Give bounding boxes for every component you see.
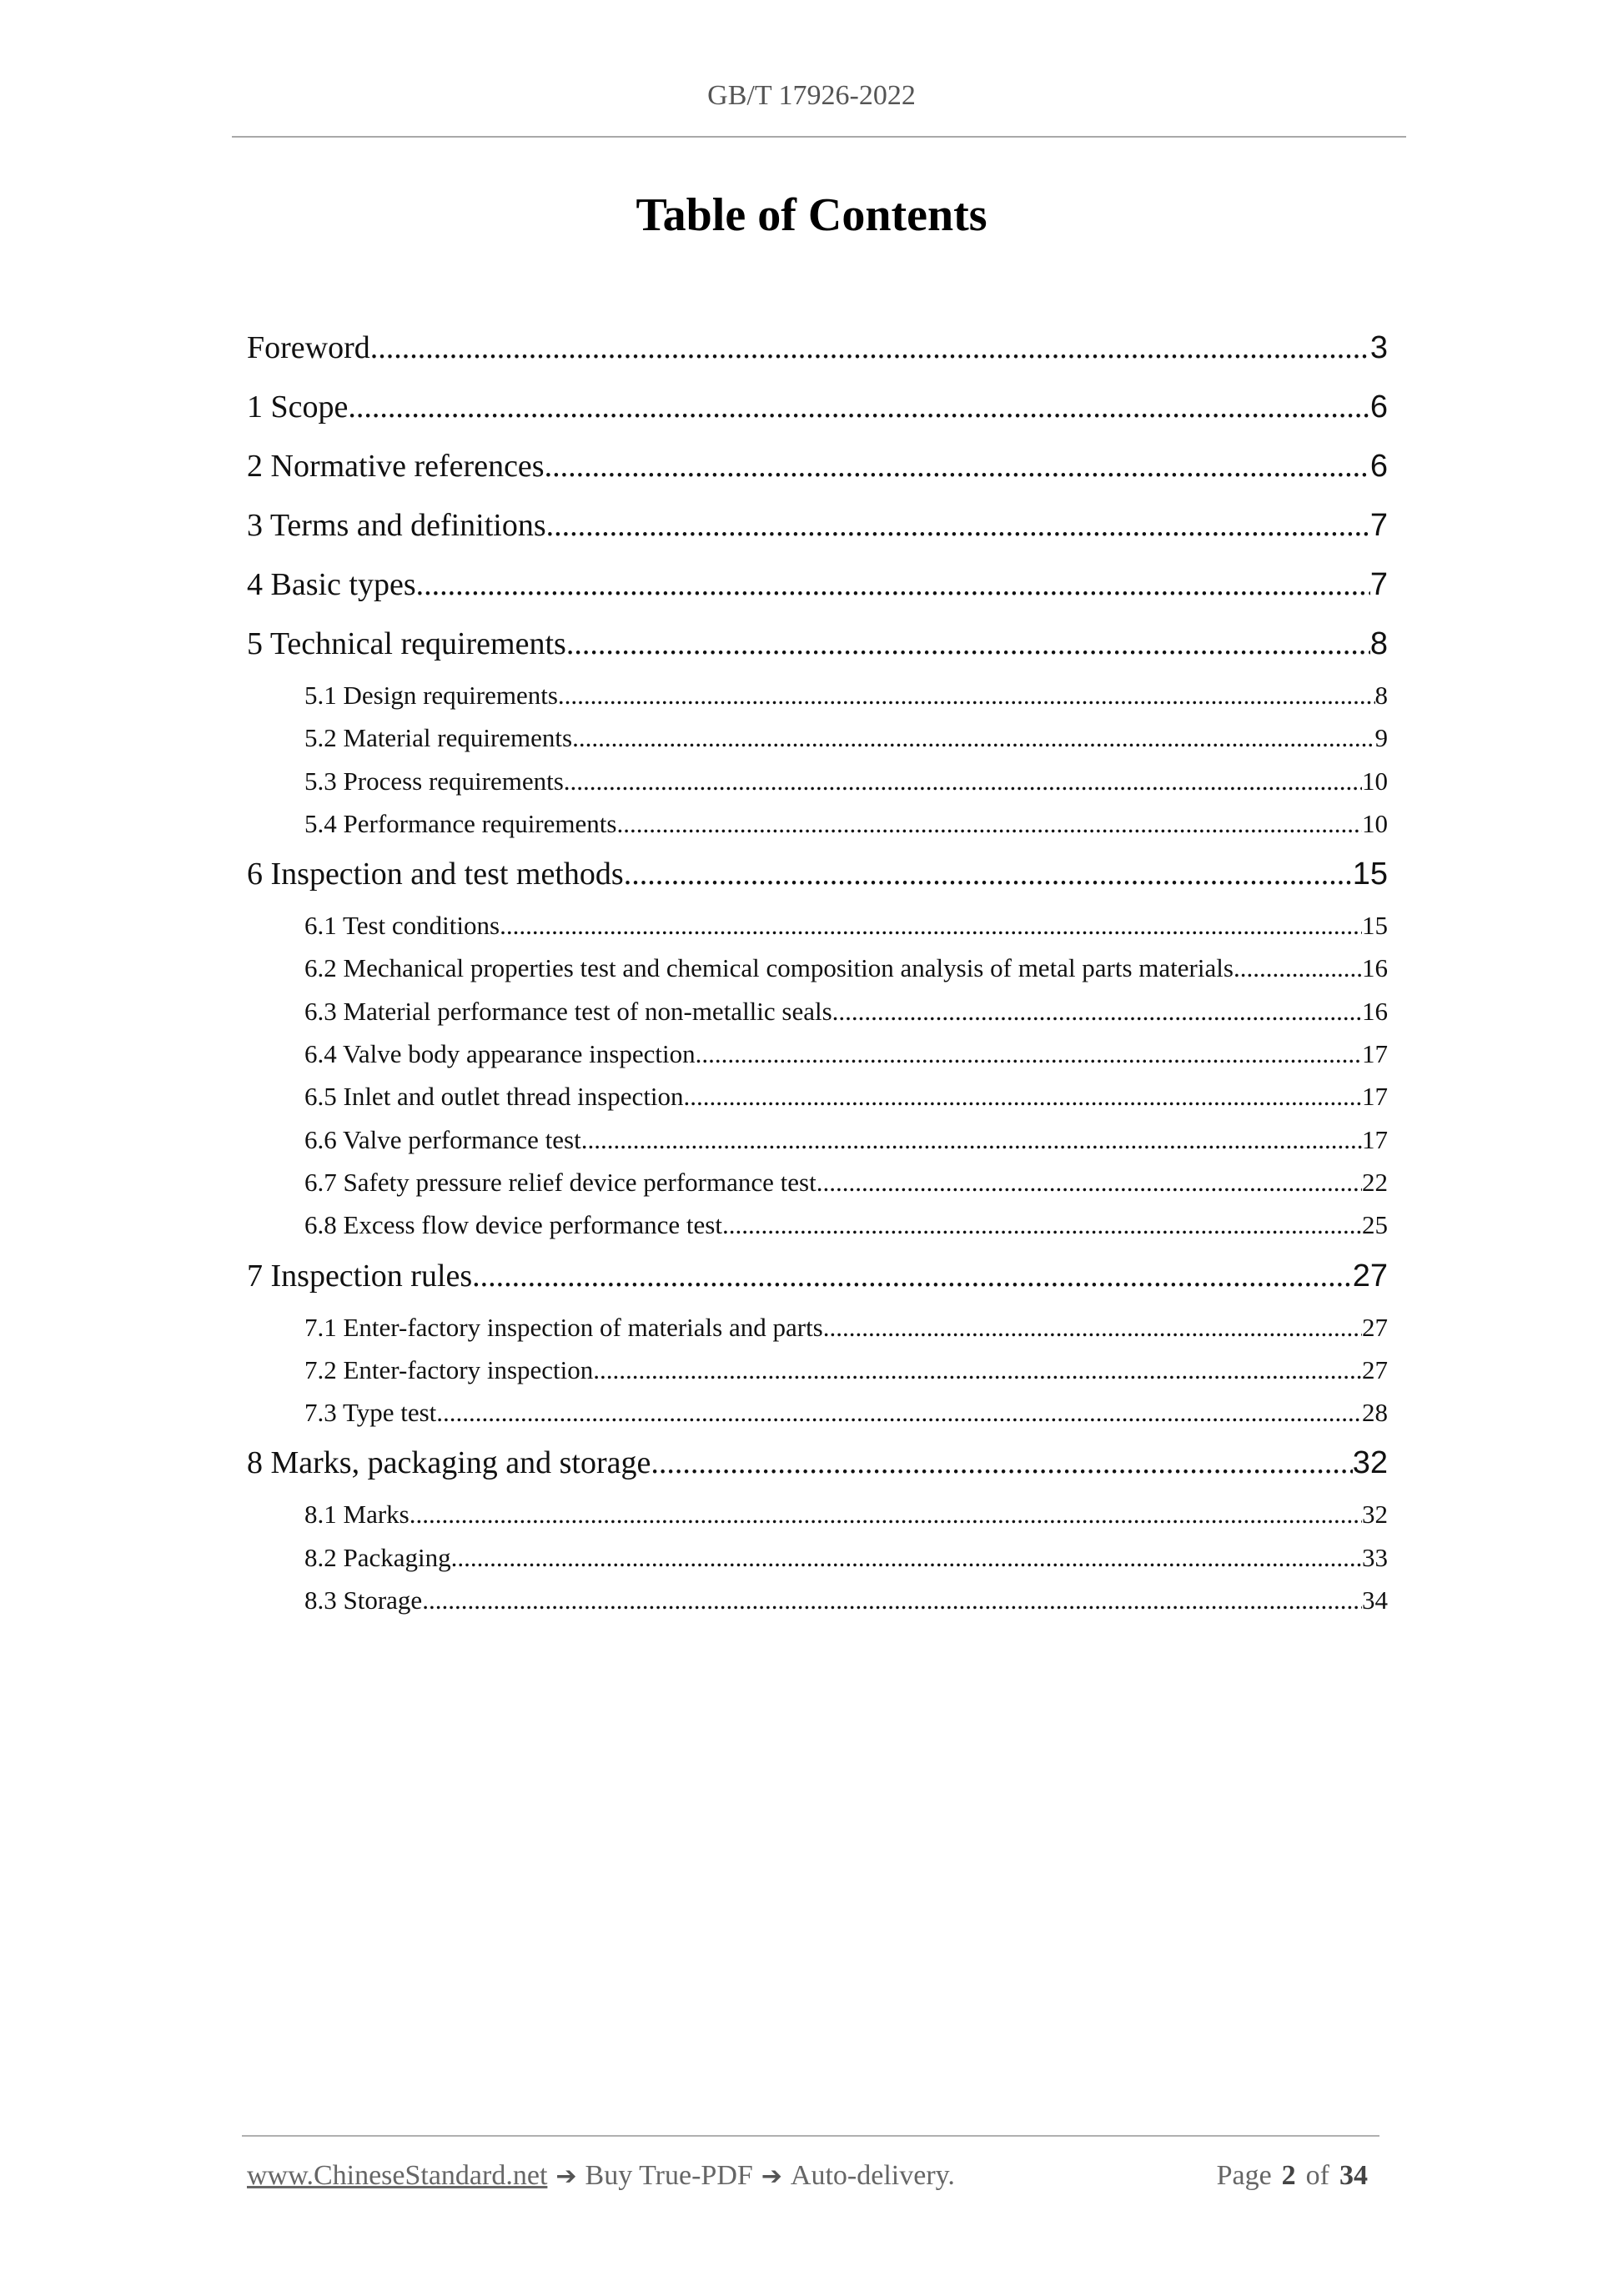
toc-entry-page: 15 [1352,857,1388,892]
page-number: 2 [1281,2160,1296,2191]
toc-entry-label: 3 Terms and definitions [247,508,546,543]
toc-leader-dots [370,324,1370,372]
toc-entry-page: 17 [1362,1039,1388,1069]
toc-entry-page: 27 [1362,1312,1388,1342]
toc-leader-dots [558,674,1375,716]
toc-subsection-entry[interactable] [247,1118,1388,1161]
toc-leader-dots [564,760,1362,802]
toc-leader-dots [616,802,1362,845]
toc-entry-page: 27 [1362,1354,1388,1384]
toc-subsection-entry[interactable] [247,1161,1388,1203]
toc-leader-dots [416,560,1370,609]
toc-entry-label: 8.1 Marks [304,1500,410,1530]
footer-delivery-text: Auto-delivery. [790,2160,955,2191]
toc-leader-dots [696,1032,1362,1075]
toc-section-entry[interactable] [247,1247,1388,1306]
toc-entry-label: 6 Inspection and test methods [247,857,624,892]
page-word: Page [1216,2160,1272,2191]
toc-entry-label: 7.2 Enter-factory inspection [304,1354,594,1384]
footer-left [247,2160,955,2192]
toc-entry-label: 6.4 Valve body appearance inspection [304,1039,696,1069]
toc-entry-label: 5 Technical requirements [247,626,566,661]
toc-leader-dots [348,383,1369,431]
toc-section-entry[interactable] [247,1434,1388,1493]
toc-entry-page: 27 [1352,1258,1388,1294]
table-of-contents [247,319,1388,1621]
toc-section-entry[interactable] [247,555,1388,615]
toc-entry-page: 8 [1374,681,1388,710]
toc-entry-page: 33 [1362,1542,1388,1572]
toc-subsection-entry[interactable] [247,1203,1388,1246]
toc-leader-dots [451,1536,1362,1579]
arrow-right-icon: ➔ [555,2162,577,2191]
toc-entry-label: 5.4 Performance requirements [304,808,617,838]
toc-entry-label: 6.1 Test conditions [304,911,500,941]
toc-leader-dots [581,1118,1362,1161]
toc-section-entry[interactable] [247,615,1388,674]
toc-subsection-entry[interactable] [247,674,1388,716]
toc-section-entry[interactable] [247,319,1388,378]
toc-leader-dots [624,850,1353,898]
footer-site-link[interactable]: www.ChineseStandard.net [247,2160,548,2191]
toc-leader-dots [722,1203,1362,1246]
toc-entry-page: 9 [1374,723,1388,753]
page-footer [247,2160,1378,2192]
of-word: of [1305,2160,1329,2191]
toc-section-entry[interactable] [247,437,1388,496]
toc-leader-dots [436,1391,1362,1434]
toc-leader-dots [684,1075,1362,1118]
toc-entry-label: 5.2 Material requirements [304,723,573,753]
toc-entry-label: 7.1 Enter-factory inspection of materials and parts [304,1312,823,1342]
toc-entry-label: 6.6 Valve performance test [304,1124,581,1154]
toc-entry-page: 16 [1362,996,1388,1026]
toc-subsection-entry[interactable] [247,1032,1388,1075]
toc-entry-label: 5.3 Process requirements [304,766,564,796]
toc-entry-label: Foreword [247,330,370,365]
toc-entry-label: 4 Basic types [247,567,416,602]
toc-leader-dots [572,716,1374,759]
page-title: Table of Contents [636,189,987,241]
toc-entry-page: 7 [1369,567,1388,602]
toc-subsection-entry[interactable] [247,716,1388,759]
toc-entry-page: 6 [1369,389,1388,425]
page-total: 34 [1339,2160,1368,2191]
toc-leader-dots [832,990,1362,1032]
toc-section-entry[interactable] [247,378,1388,437]
toc-entry-label: 7.3 Type test [304,1398,437,1428]
toc-subsection-entry[interactable] [247,1306,1388,1349]
toc-subsection-entry[interactable] [247,1349,1388,1391]
toc-entry-label: 8.3 Storage [304,1585,423,1615]
arrow-right-icon: ➔ [761,2162,782,2191]
toc-entry-label: 6.2 Mechanical properties test and chemical composition analysis of metal parts materials [304,953,1234,983]
toc-entry-page: 32 [1352,1445,1388,1481]
toc-subsection-entry[interactable] [247,1579,1388,1621]
toc-entry-page: 7 [1369,508,1388,543]
toc-entry-page: 15 [1362,911,1388,941]
toc-subsection-entry[interactable] [247,947,1388,989]
running-header: GB/T 17926-2022 [707,80,916,111]
toc-entry-page: 10 [1362,766,1388,796]
toc-subsection-entry[interactable] [247,1536,1388,1579]
toc-subsection-entry[interactable] [247,1075,1388,1118]
toc-entry-page: 3 [1369,330,1388,365]
toc-entry-page: 17 [1362,1082,1388,1112]
toc-entry-label: 1 Scope [247,389,349,425]
toc-subsection-entry[interactable] [247,1391,1388,1434]
toc-entry-page: 25 [1362,1210,1388,1240]
toc-leader-dots [566,620,1370,668]
footer-rule [242,2135,1379,2137]
toc-subsection-entry[interactable] [247,760,1388,802]
toc-entry-page: 28 [1362,1398,1388,1428]
toc-leader-dots [651,1439,1352,1487]
toc-section-entry[interactable] [247,496,1388,555]
toc-leader-dots [546,501,1370,550]
toc-leader-dots [472,1252,1353,1300]
toc-entry-label: 6.3 Material performance test of non-metallic seals [304,996,832,1026]
toc-entry-label: 6.8 Excess flow device performance test [304,1210,722,1240]
toc-entry-label: 6.7 Safety pressure relief device performance test [304,1167,817,1197]
toc-entry-label: 7 Inspection rules [247,1258,473,1294]
toc-leader-dots [500,904,1362,947]
toc-leader-dots [593,1349,1362,1391]
toc-entry-label: 8.2 Packaging [304,1542,451,1572]
toc-entry-page: 34 [1362,1585,1388,1615]
toc-entry-page: 17 [1362,1124,1388,1154]
page-indicator [1217,2160,1378,2192]
toc-leader-dots [817,1161,1362,1203]
toc-entry-page: 6 [1369,449,1388,484]
toc-leader-dots [1234,947,1362,989]
toc-subsection-entry[interactable] [247,1493,1388,1535]
toc-entry-page: 32 [1362,1500,1388,1530]
toc-entry-label: 2 Normative references [247,449,545,484]
toc-entry-page: 8 [1369,626,1388,661]
toc-subsection-entry[interactable] [247,904,1388,947]
toc-leader-dots [410,1493,1362,1535]
toc-entry-page: 10 [1362,808,1388,838]
footer-buy-text: Buy True-PDF [585,2160,753,2191]
toc-entry-label: 6.5 Inlet and outlet thread inspection [304,1082,684,1112]
toc-entry-label: 5.1 Design requirements [304,681,558,710]
toc-section-entry[interactable] [247,845,1388,904]
toc-subsection-entry[interactable] [247,990,1388,1032]
header-rule [232,136,1406,138]
toc-leader-dots [545,442,1370,490]
toc-leader-dots [422,1579,1362,1621]
toc-entry-label: 8 Marks, packaging and storage [247,1445,651,1481]
toc-subsection-entry[interactable] [247,802,1388,845]
toc-leader-dots [823,1306,1362,1349]
toc-entry-page: 22 [1362,1167,1388,1197]
toc-entry-page: 16 [1362,953,1388,983]
